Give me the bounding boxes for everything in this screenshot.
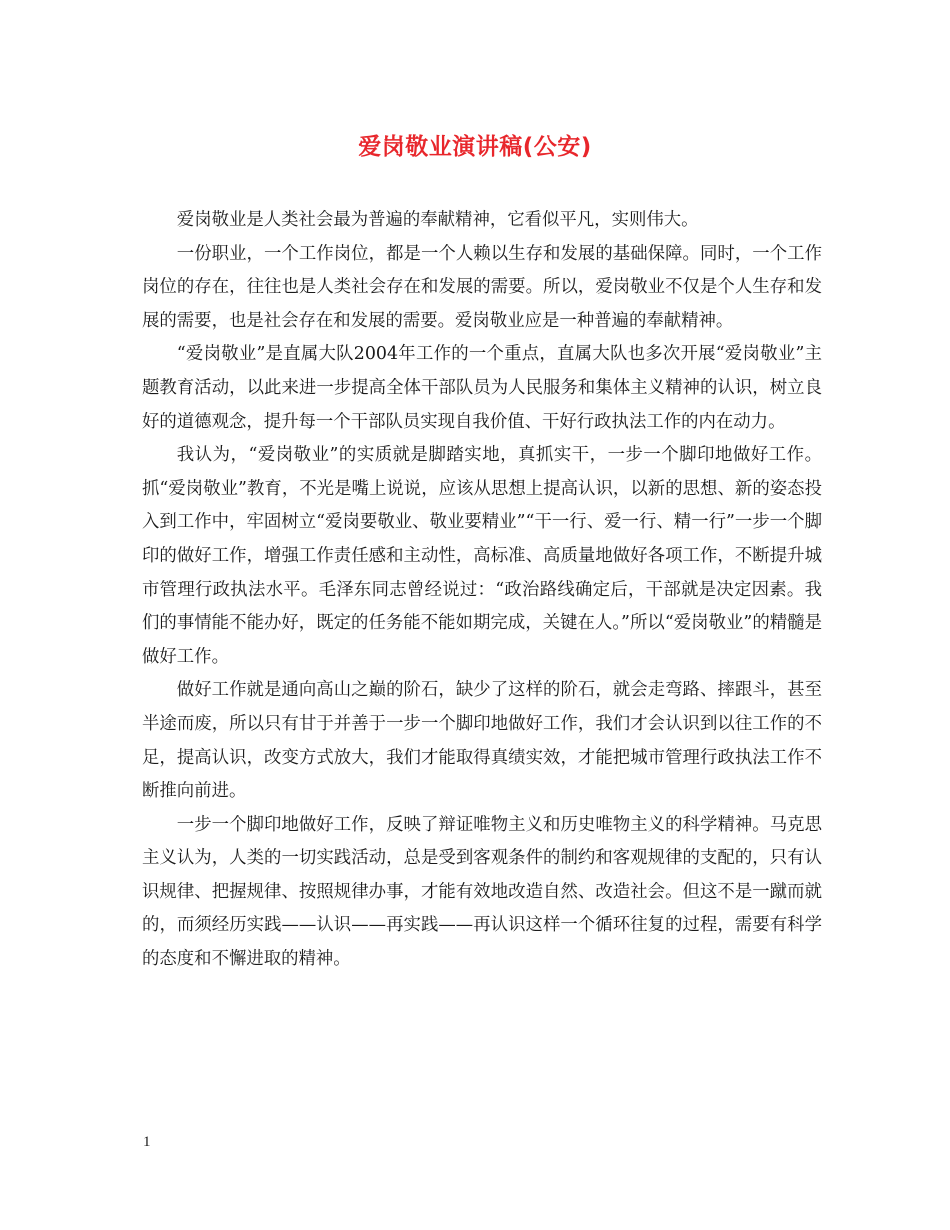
document-title: 爱岗敬业演讲稿(公安) xyxy=(358,134,592,160)
paragraph-4: 我认为，“爱岗敬业”的实质就是脚踏实地，真抓实干，一步一个脚印地做好工作。抓“爱岗敬业”教育，不光是嘴上说说，应该从思想上提高认识，以新的思想、新的姿态投入到工作中，牢固树立“爱岗要敬业、敬业要精业”“干一行、爱一行、精一行”一步一个脚印的做好工作，增强工作责任感和主动性，高标准、高质量地做好各项工作，不断提升城市管理行政执法水平。毛泽东同志曾经说过：“政治路线确定后，干部就是决定因素。我们的事情能不能办好，既定的任务能不能如期完成，关键在人。”所以“爱岗敬业”的精髓是做好工作。 xyxy=(142,445,822,667)
paragraph-2: 一份职业，一个工作岗位，都是一个人赖以生存和发展的基础保障。同时，一个工作岗位的存在，往往也是人类社会存在和发展的需要。所以，爱岗敬业不仅是个人生存和发展的需要，也是社会存在和发展的需要。爱岗敬业应是一种普遍的奉献精神。 xyxy=(142,243,822,331)
paragraph-5: 做好工作就是通向高山之巅的阶石，缺少了这样的阶石，就会走弯路、摔跟斗，甚至半途而废，所以只有甘于并善于一步一个脚印地做好工作，我们才会认识到以往工作的不足，提高认识，改变方式放大，我们才能取得真绩实效，才能把城市管理行政执法工作不断推向前进。 xyxy=(142,680,822,802)
paragraph-6: 一步一个脚印地做好工作，反映了辩证唯物主义和历史唯物主义的科学精神。马克思主义认为，人类的一切实践活动，总是受到客观条件的制约和客观规律的支配的，只有认识规律、把握规律、按照规律办事，才能有效地改造自然、改造社会。但这不是一蹴而就的，而须经历实践——认识——再实践——再认识这样一个循环往复的过程，需要有科学的态度和不懈进取的精神。 xyxy=(142,814,822,970)
paragraph-1: 爱岗敬业是人类社会最为普遍的奉献精神，它看似平凡，实则伟大。 xyxy=(176,210,699,230)
page-number: 1 xyxy=(143,1134,151,1150)
document-body xyxy=(142,204,822,977)
paragraph-3: “爱岗敬业”是直属大队2004年工作的一个重点，直属大队也多次开展“爱岗敬业”主题教育活动，以此来进一步提高全体干部队员为人民服务和集体主义精神的认识，树立良好的道德观念，提升每一个干部队员实现自我价值、干好行政执法工作的内在动力。 xyxy=(142,344,822,432)
